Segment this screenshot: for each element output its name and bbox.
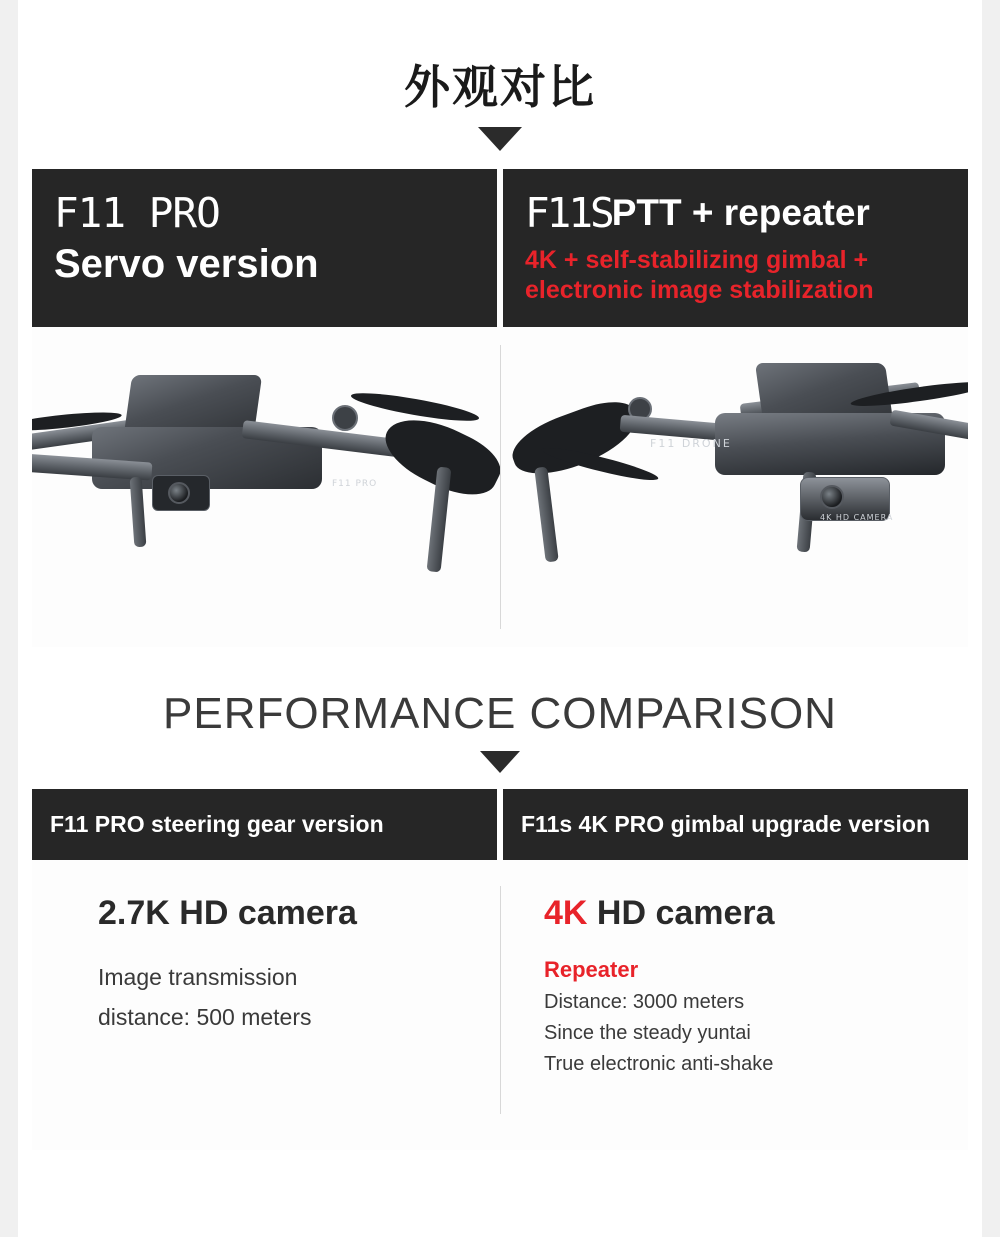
appearance-header-row — [32, 169, 968, 327]
right-model-suffix: PTT + repeater — [611, 191, 870, 233]
down-arrow-icon-2 — [480, 751, 520, 773]
camera-lens — [820, 485, 844, 509]
left-camera-value: 2.7K — [98, 894, 170, 933]
motor-hub — [332, 405, 358, 431]
gimbal-label: 4K HD CAMERA — [820, 512, 894, 522]
f11s-image — [500, 327, 968, 647]
right-model-line — [525, 189, 948, 237]
left-detail-line-2: distance: 500 meters — [98, 1004, 312, 1031]
right-camera-value: 4K — [544, 894, 588, 933]
right-model-name: F11S — [525, 188, 612, 237]
perf-header-left: F11 PRO steering gear version — [32, 789, 497, 861]
drone-illustration-left — [32, 327, 500, 647]
appearance-header-left — [32, 169, 497, 327]
left-model-name: F11 PRO — [54, 188, 220, 237]
perf-column-left — [32, 894, 500, 1150]
body-label: F11 DRONE — [650, 436, 732, 450]
product-image-row — [32, 327, 968, 647]
appearance-header-right — [503, 169, 968, 327]
f11-pro-image — [32, 327, 500, 647]
right-detail-line-2: Since the steady yuntai — [544, 1022, 751, 1045]
right-detail-line-1: Distance: 3000 meters — [544, 991, 745, 1014]
appearance-comparison-title: 外观对比 — [404, 60, 596, 114]
right-camera-line — [544, 894, 942, 933]
left-camera-line — [98, 894, 474, 933]
performance-comparison-title: PERFORMANCE COMPARISON — [163, 688, 837, 738]
performance-header-row — [32, 789, 968, 861]
left-model-line — [54, 189, 477, 237]
camera-lens — [168, 482, 190, 504]
right-camera-label: HD camera — [596, 894, 775, 933]
right-spec-line-2: electronic image stabilization — [525, 275, 874, 304]
perf-header-right: F11s 4K PRO gimbal upgrade version — [503, 789, 968, 861]
perf-divider — [500, 886, 501, 1114]
left-rail — [0, 0, 18, 1237]
page-content — [18, 0, 982, 1237]
landing-leg — [534, 466, 558, 562]
drone-illustration-right — [500, 327, 968, 647]
body-label: F11 PRO — [332, 478, 378, 489]
right-detail-line-3: True electronic anti-shake — [544, 1053, 774, 1076]
performance-body-row — [32, 860, 968, 1150]
right-repeater-label: Repeater — [544, 957, 639, 983]
left-model-subtitle: Servo version — [54, 241, 319, 286]
perf-column-right — [500, 894, 968, 1150]
down-arrow-icon — [478, 127, 522, 151]
bottom-spacer — [18, 1150, 982, 1184]
right-spec-line-1: 4K + self-stabilizing gimbal + — [525, 245, 869, 274]
appearance-comparison-card — [32, 169, 968, 647]
right-rail — [982, 0, 1000, 1237]
left-detail-line-1: Image transmission — [98, 964, 298, 991]
left-camera-label: HD camera — [179, 894, 357, 933]
